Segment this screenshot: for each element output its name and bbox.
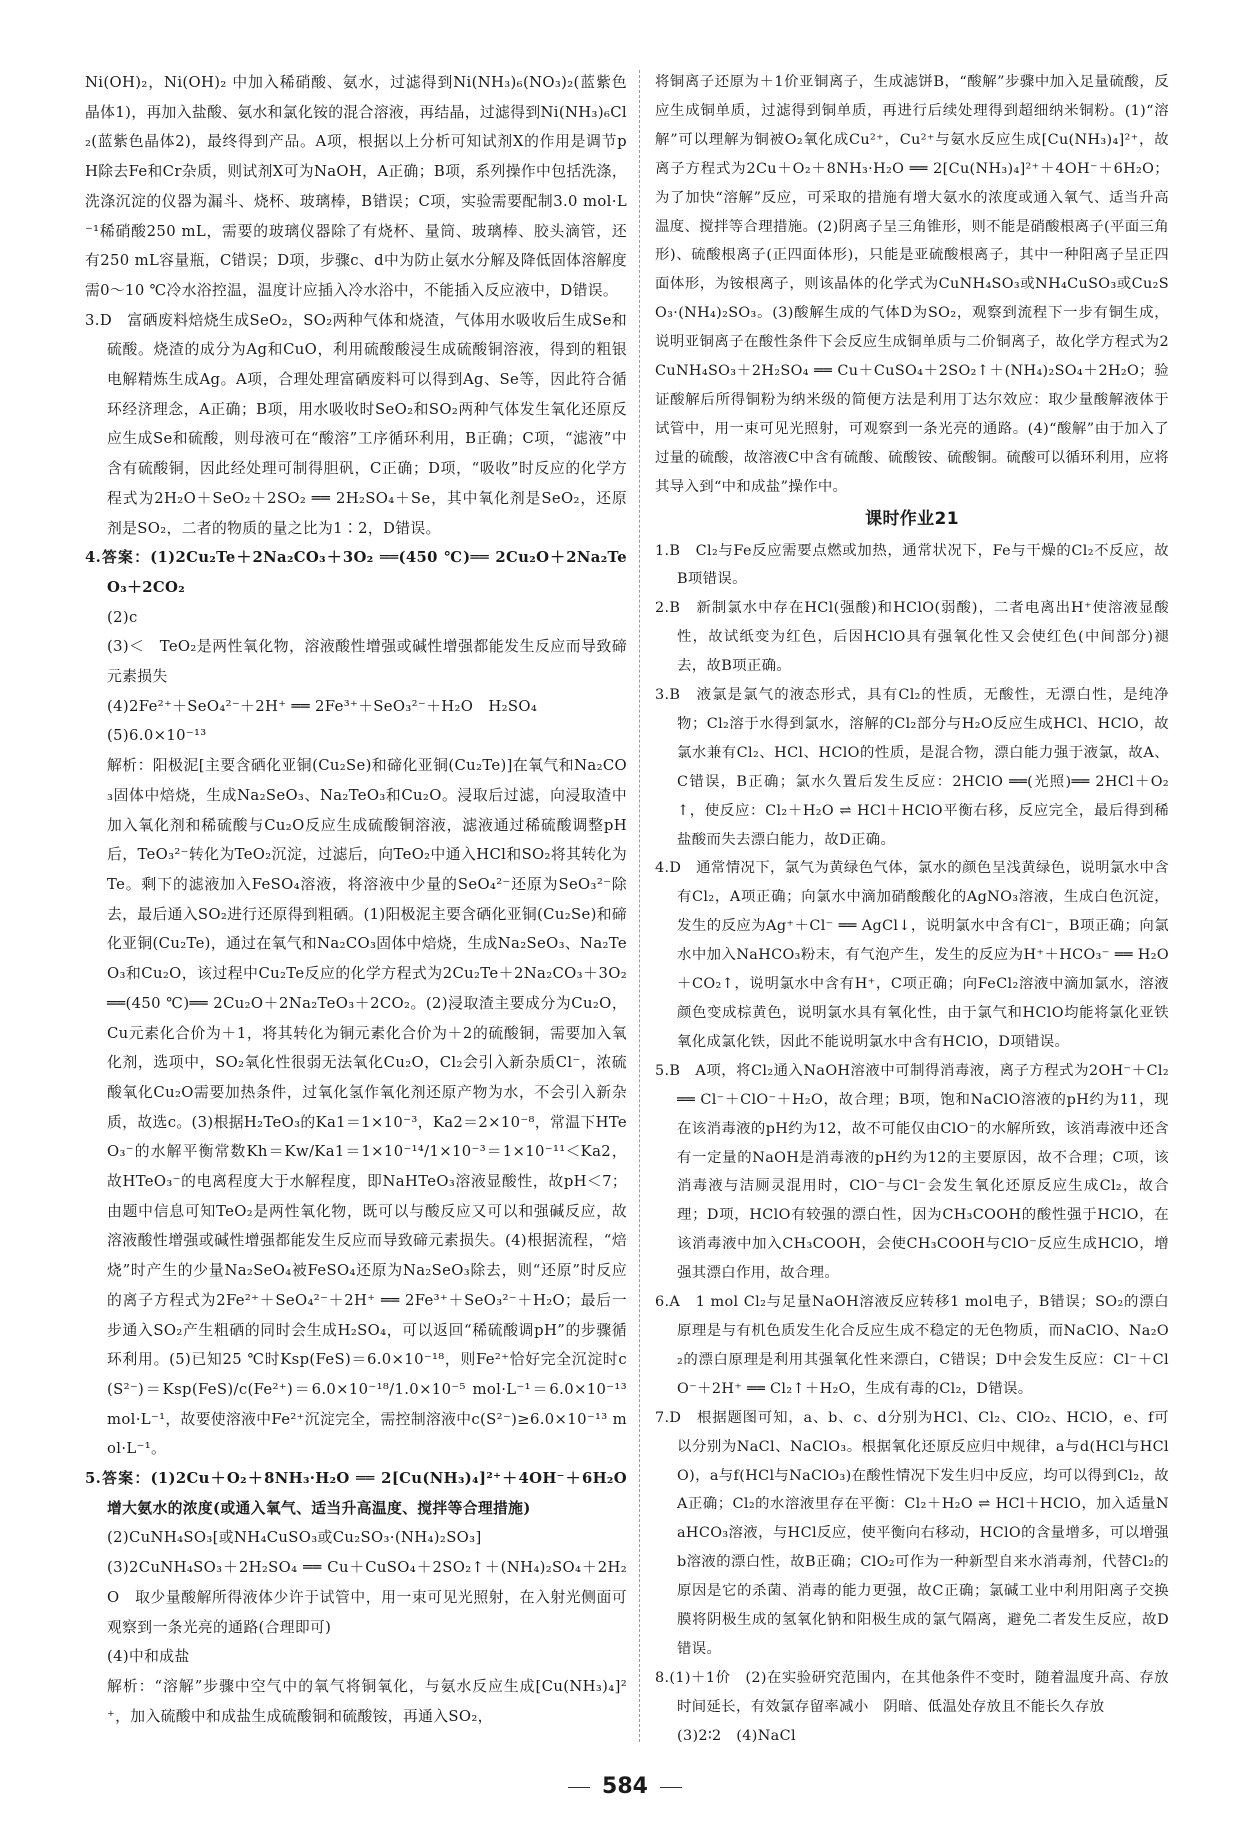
answer-4-analysis: 解析：阳极泥[主要含硒化亚铜(Cu₂Se)和碲化亚铜(Cu₂Te)]在氧气和Na₂CO₃固体中焙烧，生成Na₂SeO₃、Na₂TeO₃和Cu₂O。浸取后过滤，向浸取渣中加入氧化剂和稀硫酸与Cu₂O反应生成硫酸铜溶液，滤液通过稀硫酸调整pH后，TeO₃²⁻转化为TeO₂沉淀，过滤后，向TeO₂中通入HCl和SO₂将其转化为Te。剩下的滤液加入FeSO₄溶液，将溶液中少量的SeO₄²⁻还原为SeO₃²⁻除去，最后通入SO₂进行还原得到粗硒。(1)阳极泥主要含硒化亚铜(Cu₂Se)和碲化亚铜(Cu₂Te)，通过在氧气和Na₂CO₃固体中焙烧，生成Na₂SeO₃、Na₂TeO₃和Cu₂O，该过程中Cu₂Te反应的化学方程式为2Cu₂Te＋2Na₂CO₃＋3O₂ ══(450 ℃)══ 2Cu₂O＋2Na₂TeO₃＋2CO₂。(2)浸取渣主要成分为Cu₂O，Cu元素化合价为＋1，将其转化为铜元素化合价为＋2的硫酸铜，需要加入氧化剂，选项中，SO₂氧化性很弱无法氧化Cu₂O，Cl₂会引入新杂质Cl⁻，浓硫酸氧化Cu₂O需要加热条件，过氧化氢作氧化剂还原产物为水，不会引入新杂质，故选c。(3)根据H₂TeO₃的Ka1＝1×10⁻³，Ka2＝2×10⁻⁸，常温下HTeO₃⁻的水解平衡常数Kh＝Kw/Ka1＝1×10⁻¹⁴/1×10⁻³＝1×10⁻¹¹＜Ka2，故HTeO₃⁻的电离程度大于水解程度，即NaHTeO₃溶液显酸性，故pH＜7；由题中信息可知TeO₂是两性氧化物，既可以与酸反应又可以和强碱反应，故溶液酸性增强或碱性增强都能发生反应而导致碲元素损失。(4)根据流程，“焙烧”时产生的少量Na₂SeO₄被FeSO₄还原为Na₂SeO₃除去，则“还原”时反应的离子方程式为2Fe²⁺＋SeO₄²⁻＋2H⁺ ══ 2Fe³⁺＋SeO₃²⁻＋H₂O；最后一步通入SO₂产生粗硒的同时会生成H₂SO₄，可以返回“稀硫酸调pH”的步骤循环利用。(5)已知25 ℃时Ksp(FeS)＝6.0×10⁻¹⁸，则Fe²⁺恰好完全沉淀时c(S²⁻)＝Ksp(FeS)/c(Fe²⁺)＝6.0×10⁻¹⁸/1.0×10⁻⁵ mol·L⁻¹＝6.0×10⁻¹³ mol·L⁻¹，故要使溶液中Fe²⁺沉淀完全，需控制溶液中c(S²⁻)≥6.0×10⁻¹³ mol·L⁻¹。 (107, 757, 627, 1458)
answer-5-part-2: (2)CuNH₄SO₃[或NH₄CuSO₃或Cu₂SO₃·(NH₄)₂SO₃] (107, 1529, 482, 1547)
paragraph: 将铜离子还原为＋1价亚铜离子，生成滤饼B，“酸解”步骤中加入足量硫酸，反应生成铜单质，过滤得到铜单质，再进行后续处理得到超细纳米铜粉。(1)“溶解”可以理解为铜被O₂氧化成Cu²⁺，Cu²⁺与氨水反应生成[Cu(NH₃)₄]²⁺，故离子方程式为2Cu＋O₂＋8NH₃·H₂O ══ 2[Cu(NH₃)₄]²⁺＋4OH⁻＋6H₂O；为了加快“溶解”反应，可采取的措施有增大氨水的浓度或通入氧气、适当升高温度、搅拌等合理措施。(2)阴离子呈三角锥形，则不能是硝酸根离子(平面三角形)、硫酸根离子(正四面体形)，只能是亚硫酸根离子，其中一种阳离子呈正四面体形，为铵根离子，则该晶体的化学式为CuNH₄SO₃或NH₄CuSO₃或Cu₂SO₃·(NH₄)₂SO₃。(3)酸解生成的气体D为SO₂，观察到流程下一步有铜生成，说明亚铜离子在酸性条件下会反应生成铜单质与二价铜离子，故化学方程式为2CuNH₄SO₃＋2H₂SO₄ ══ Cu＋CuSO₄＋2SO₂↑＋(NH₄)₂SO₄＋2H₂O；验证酸解后所得铜粉为纳米级的简便方法是利用丁达尔效应：取少量酸解液体于试管中，用一束可见光照射，可观察到一条光亮的通路。(4)“酸解”由于加入了过量的硫酸，故溶液C中含有硫酸、硫酸铵、硫酸铜。硫酸可以循环利用，应将其导入到“中和成盐”操作中。 (655, 74, 1169, 495)
left-column (85, 68, 643, 1731)
answer-2: 2.B 新制氯水中存在HCl(强酸)和HClO(弱酸)，二者电离出H⁺使溶液显酸性，故试纸变为红色，后因HClO具有强氧化性又会使红色(中间部分)褪去，故B项正确。 (655, 600, 1169, 675)
answer-4-heading: 4.答案：(1)2Cu₂Te＋2Na₂CO₃＋3O₂ ══(450 ℃)══ 2Cu₂O＋2Na₂TeO₃＋2CO₂ (85, 549, 627, 596)
answer-8: 8.(1)＋1价 (2)在实验研究范围内，在其他条件不变时，随着温度升高、存放时间延长，有效氯存留率减小 阴暗、低温处存放且不能长久存放 (655, 1669, 1169, 1715)
paragraph: Ni(OH)₂，Ni(OH)₂ 中加入稀硝酸、氨水，过滤得到Ni(NH₃)₆(NO₃)₂(蓝紫色晶体1)，再加入盐酸、氨水和氯化铵的混合溶液，再结晶，过滤得到Ni(NH₃)₆Cl₂(蓝紫色晶体2)，最终得到产品。A项，根据以上分析可知试剂X的作用是调节pH除去Fe和Cr杂质，则试剂X可为NaOH，A正确；B项，系列操作中包括洗涤，洗涤沉淀的仪器为漏斗、烧杯、玻璃棒，B错误；C项，实验需要配制3.0 mol·L⁻¹稀硝酸250 mL，需要的玻璃仪器除了有烧杯、量筒、玻璃棒、胶头滴管，还有250 mL容量瓶，C错误；D项，步骤c、d中为防止氨水分解及降低固体溶解度需0～10 ℃冷水浴控温，温度计应插入冷水浴中，不能插入反应液中，D错误。 (85, 74, 627, 299)
answer-3: 3.B 液氯是氯气的液态形式，具有Cl₂的性质，无酸性，无漂白性，是纯净物；Cl₂溶于水得到氯水，溶解的Cl₂部分与H₂O反应生成HCl、HClO，故氯水兼有Cl₂、HCl、HClO的性质，是混合物，漂白能力强于液氯，故A、C错误，B正确；氯水久置后发生反应：2HClO ══(光照)══ 2HCl＋O₂↑，使反应：Cl₂＋H₂O ⇌ HCl＋HClO平衡右移，反应完全，最后得到稀盐酸而失去漂白能力，故D正确。 (655, 687, 1169, 848)
answer-7: 7.D 根据题图可知，a、b、c、d分别为HCl、Cl₂、ClO₂、HClO，e、f可以分别为NaCl、NaClO₃。根据氧化还原反应归中规律，a与d(HCl与HClO)，a与f(HCl与NaClO₃)在酸性情况下发生归中反应，均可以得到Cl₂，故A正确；Cl₂的水溶液里存在平衡：Cl₂＋H₂O ⇌ HCl＋HClO，加入适量NaHCO₃溶液，与HCl反应，使平衡向右移动，HClO的含量增多，可以增强b溶液的漂白性，故B正确；ClO₂可作为一种新型自来水消毒剂，代替Cl₂的原因是它的杀菌、消毒的能力更强，故C正确；氯碱工业中利用阳离子交换膜将阴极生成的氢氧化钠和阳极生成的氯气隔离，避免二者发生反应，故D错误。 (655, 1409, 1169, 1657)
answer-1: 1.B Cl₂与Fe反应需要点燃或加热，通常状况下，Fe与干燥的Cl₂不反应，故B项错误。 (655, 542, 1169, 588)
answer-5: 5.B A项，将Cl₂通入NaOH溶液中可制得消毒液，离子方程式为2OH⁻＋Cl₂ ══ Cl⁻＋ClO⁻＋H₂O，故合理；B项，饱和NaClO溶液的pH约为11，现在该消毒液的pH约为12，故不可能仅由ClO⁻的水解所致，该消毒液中还含有一定量的NaOH是消毒液的pH约为12的主要原因，故不合理；C项，该消毒液与洁厕灵混用时，ClO⁻与Cl⁻会发生氧化还原反应生成Cl₂，故合理；D项，HClO有较强的漂白性，因为CH₃COOH的酸性强于HClO，在该消毒液中加入CH₃COOH，会使CH₃COOH与ClO⁻反应生成HClO，增强其漂白作用，故合理。 (655, 1062, 1169, 1282)
right-column (655, 68, 1169, 1751)
answer-5-heading: 5.答案：(1)2Cu＋O₂＋8NH₃·H₂O ══ 2[Cu(NH₃)₄]²⁺＋4OH⁻＋6H₂O 增大氨水的浓度(或通入氧气、适当升高温度、搅拌等合理措施) (85, 1470, 643, 1517)
answer-4-part-5: (5)6.0×10⁻¹³ (107, 727, 207, 745)
answer-4: 4.D 通常情况下，氯气为黄绿色气体，氯水的颜色呈浅黄绿色，说明氯水中含有Cl₂，A项正确；向氯水中滴加硝酸酸化的AgNO₃溶液，生成白色沉淀，发生的反应为Ag⁺＋Cl⁻ ══ AgCl↓，说明氯水中含有Cl⁻，B项正确；向氯水中加入NaHCO₃粉末，有气泡产生，发生的反应为H⁺＋HCO₃⁻ ══ H₂O＋CO₂↑，说明氯水中含有H⁺，C项正确；向FeCl₂溶液中滴加氯水，溶液颜色变成棕黄色，说明氯水具有氧化性，由于氯气和HClO均能将氯化亚铁氧化成氯化铁，因此不能说明氯水中含有HClO，D项错误。 (655, 860, 1169, 1050)
answer-6: 6.A 1 mol Cl₂与足量NaOH溶液反应转移1 mol电子，B错误；SO₂的漂白原理是与有机色质发生化合反应生成不稳定的无色物质，而NaClO、Na₂O₂的漂白原理是利用其强氧化性来漂白，C错误；D中会发生反应：Cl⁻＋ClO⁻＋2H⁺ ══ Cl₂↑＋H₂O，生成有毒的Cl₂，D错误。 (655, 1294, 1169, 1397)
column-divider (639, 70, 640, 1742)
section-title: 课时作业21 (865, 508, 959, 529)
answer-8-part-3: (3)2∶2 (4)NaCl (677, 1727, 796, 1744)
page-number: 584 (0, 1774, 1250, 1799)
answer-5-analysis: 解析：“溶解”步骤中空气中的氧气将铜氧化，与氨水反应生成[Cu(NH₃)₄]²⁺，加入硫酸中和成盐生成硫酸铜和硫酸铵，再通入SO₂， (107, 1677, 627, 1725)
answer-3: 3.D 富硒废料焙烧生成SeO₂，SO₂两种气体和烧渣，气体用水吸收后生成Se和硫酸。烧渣的成分为Ag和CuO，利用硫酸酸浸生成硫酸铜溶液，得到的粗银电解精炼生成Ag。A项，合理处理富硒废料可以得到Ag、Se等，因此符合循环经济理念，A正确；B项，用水吸收时SeO₂和SO₂两种气体发生氧化还原反应生成Se和硫酸，则母液可在“酸溶”工序循环利用，B正确；C项，“滤液”中含有硫酸铜，因此经处理可制得胆矾，C正确；D项，“吸收”时反应的化学方程式为2H₂O＋SeO₂＋2SO₂ ══ 2H₂SO₄＋Se，其中氧化剂是SeO₂，还原剂是SO₂，二者的物质的量之比为1∶2，D错误。 (85, 311, 627, 537)
answer-5-part-3: (3)2CuNH₄SO₃＋2H₂SO₄ ══ Cu＋CuSO₄＋2SO₂↑＋(NH₄)₂SO₄＋2H₂O 取少量酸解所得液体少许于试管中，用一束可见光照射，在入射光侧面可观察到一条光亮的通路(合理即可) (107, 1559, 627, 1636)
answer-5-part-4: (4)中和成盐 (107, 1648, 190, 1666)
answer-4-part-3: (3)＜ TeO₂是两性氧化物，溶液酸性增强或碱性增强都能发生反应而导致碲元素损失 (107, 638, 627, 686)
answer-4-part-2: (2)c (107, 608, 138, 626)
answer-4-part-4: (4)2Fe²⁺＋SeO₄²⁻＋2H⁺ ══ 2Fe³⁺＋SeO₃²⁻＋H₂O H₂SO₄ (107, 697, 538, 715)
